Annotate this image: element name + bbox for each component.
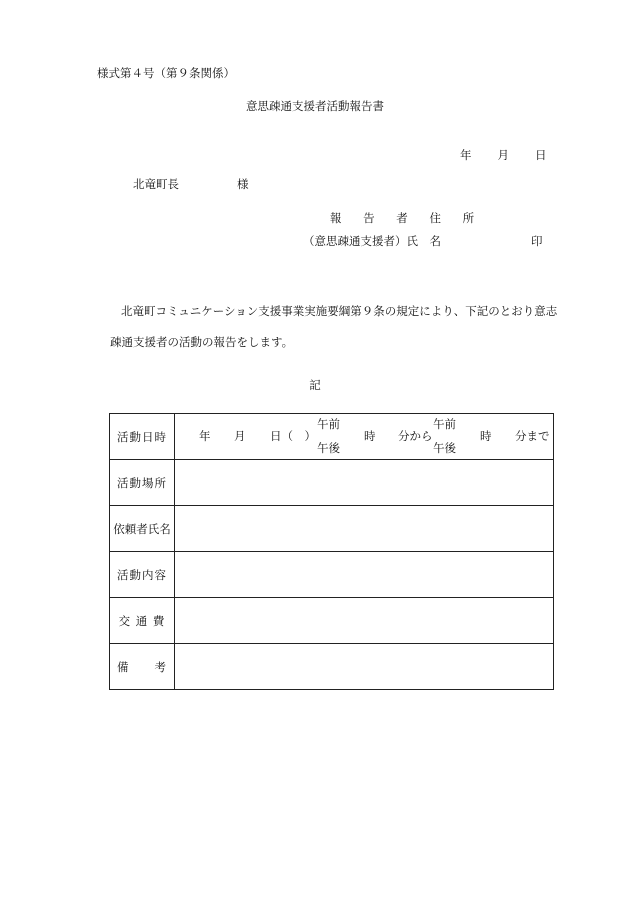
dt-month: 月 <box>234 429 246 443</box>
dt-pm: 午後 <box>317 441 340 455</box>
content-cell[interactable] <box>175 552 554 598</box>
remarks-cell[interactable] <box>175 644 554 690</box>
addressee-honorific: 様 <box>237 177 249 191</box>
dt-hour: 時 <box>364 429 376 443</box>
reporter-role-label: （意思疎通支援者）氏 名 <box>303 234 441 248</box>
row-label-datetime: 活動日時 <box>110 414 175 460</box>
row-label-transport: 交 通 費 <box>110 598 175 644</box>
date-day: 日 <box>535 148 547 162</box>
document-title: 意思疎通支援者活動報告書 <box>246 99 384 113</box>
table-row <box>110 414 554 460</box>
dt-am2: 午前 <box>433 417 456 431</box>
ki-label: 記 <box>309 378 321 392</box>
requester-cell[interactable] <box>175 506 554 552</box>
place-cell[interactable] <box>175 460 554 506</box>
dt-year: 年 <box>199 429 211 443</box>
seal-mark: 印 <box>531 234 543 248</box>
table-row <box>110 460 554 506</box>
form-number: 様式第４号（第９条関係） <box>97 66 235 80</box>
row-label-requester: 依頼者氏名 <box>110 506 175 552</box>
table-row <box>110 598 554 644</box>
dt-am: 午前 <box>317 417 340 431</box>
dt-min-from: 分から <box>398 429 433 443</box>
dt-hour2: 時 <box>480 429 492 443</box>
dt-pm2: 午後 <box>433 441 456 455</box>
datetime-cell[interactable] <box>175 414 554 460</box>
date-month: 月 <box>497 148 509 162</box>
addressee-name: 北竜町長 <box>133 177 179 191</box>
date-year: 年 <box>460 148 472 162</box>
row-label-content: 活動内容 <box>110 552 175 598</box>
addressee <box>133 179 249 191</box>
date-line <box>460 150 547 162</box>
reporter-name-line <box>303 236 543 248</box>
table-row <box>110 644 554 690</box>
transport-cell[interactable] <box>175 598 554 644</box>
body-text-line-1: 北竜町コミュニケーション支援事業実施要綱第９条の規定により、下記のとおり意志 <box>121 304 558 318</box>
row-label-place: 活動場所 <box>110 460 175 506</box>
reporter-address-label: 報 告 者 住 所 <box>330 211 484 225</box>
body-text-line-2: 疎通支援者の活動の報告をします。 <box>110 335 294 349</box>
row-label-remarks: 備 考 <box>110 644 175 690</box>
table-row <box>110 552 554 598</box>
record-table <box>109 413 554 690</box>
dt-min-to: 分まで <box>515 429 550 443</box>
dt-day-paren: 日（ ） <box>270 429 316 443</box>
table-row <box>110 506 554 552</box>
